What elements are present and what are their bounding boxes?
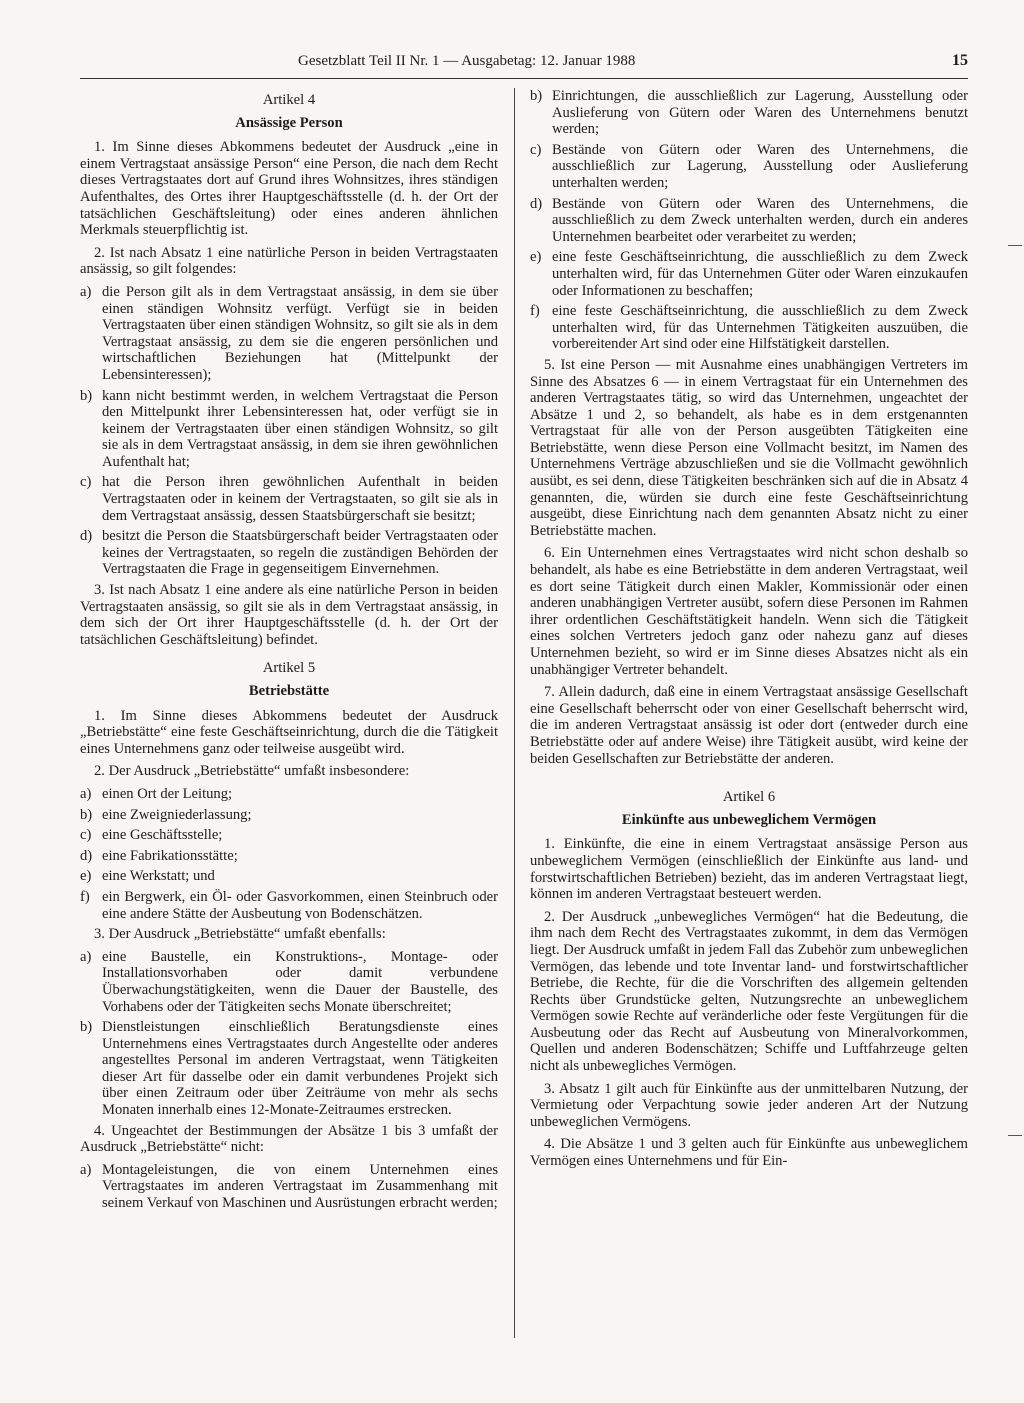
item-label: b): [80, 387, 93, 404]
left-column: [80, 88, 498, 1216]
list-item: [80, 1162, 498, 1212]
article-4-paragraph-1: 1. Im Sinne dieses Abkommens bedeutet der Ausdruck „eine in einem Vertragstaat ansässige Person“ eine Person, die nach dem Recht dieses Vertragstaates dort auf Grund ihres Wohnsitzes, ihres ständigen Aufenthaltes, des Ortes ihrer Hauptgeschäftsstelle (d. h. der Ort der tatsächlichen Geschäftsleitung) oder eines anderen ähnlichen Merkmals steuerpflichtig ist.: [80, 139, 498, 239]
item-text: Bestände von Gütern oder Waren des Unternehmens, die ausschließlich zur Lagerung, Ausstellung oder Auslieferung unterhalten werden;: [552, 141, 968, 191]
list-item: [530, 303, 968, 353]
article-6-paragraph-1: 1. Einkünfte, die eine in einem Vertragstaat ansässige Person aus unbeweglichem Vermögen (einschließlich der Einkünfte aus land- und forstwirtschaftlichen Betrieben) bezieht, das im anderen Vertragstaat liegt, können im anderen Vertragstaat besteuert werden.: [530, 836, 968, 903]
list-item: [530, 249, 968, 299]
item-text: Einrichtungen, die ausschließlich zur Lagerung, Ausstellung oder Auslieferung von Gütern oder Waren des Unternehmens benutzt werden;: [552, 88, 968, 138]
article-6-heading: Einkünfte aus unbeweglichem Vermögen: [621, 811, 877, 828]
item-label: e): [80, 868, 92, 885]
item-text: Bestände von Gütern oder Waren des Unternehmens, die ausschließlich zu dem Zweck unterhalten werden, durch ein anderes Unternehmen bearbeitet oder verarbeitet zu werden;: [552, 195, 968, 245]
item-text: besitzt die Person die Staatsbürgerschaft beider Vertragstaaten oder keines der Vertragstaaten, so regeln die zuständigen Behörden der Vertragstaaten die Frage in gegenseitigem Einvernehmen.: [102, 528, 498, 578]
article-5-list-4: [80, 1162, 498, 1212]
item-text: eine Geschäftsstelle;: [102, 827, 223, 844]
item-label: b): [530, 88, 543, 104]
article-6-paragraph-4: 4. Die Absätze 1 und 3 gelten auch für Einkünfte aus unbeweglichem Vermögen eines Unternehmens und für Ein-: [530, 1136, 968, 1170]
article-5-paragraph-6: 6. Ein Unternehmen eines Vertragstaates wird nicht schon deshalb so behandelt, als habe es eine Betriebstätte in dem anderen Vertragstaat, weil es dort seine Tätigkeit durch einen Makler, Kommissionär oder einen anderen unabhängigen Vertreter ausübt, sofern diese Personen im Rahmen ihrer ordentlichen Geschäftstätigkeit handeln. Wenn sich die Tätigkeit eines solchen Vertreters jedoch ganz oder nahezu ganz auf dieses Unternehmen bezieht, so wird er im Sinne dieses Absatzes nicht als ein unabhängiger Vertreter behandelt.: [530, 545, 968, 678]
item-text: die Person gilt als in dem Vertragstaat ansässig, in dem sie über einen ständigen Wohnsitz verfügt. Verfügt sie in beiden Vertragstaaten über einen ständigen Wohnsitz, so gilt sie als in dem Vertragstaat ansässig, zu dem sie die engeren persönlichen und wirtschaftlichen Beziehungen hat (Mittelpunkt der Lebensinteressen);: [102, 283, 498, 383]
item-label: a): [80, 1161, 92, 1178]
article-5-heading: Betriebstätte: [248, 683, 330, 699]
list-item: [80, 786, 498, 803]
column-divider: [514, 88, 515, 1338]
item-label: f): [80, 888, 90, 905]
item-label: a): [80, 283, 92, 300]
article-4-list: [80, 284, 498, 578]
item-text: hat die Person ihren gewöhnlichen Aufenthalt in beiden Vertragstaaten oder in keinem der Vertragstaaten, so gilt sie als in dem Vertragstaat ansässig, dessen Staatsbürgerschaft sie besitzt;: [102, 474, 498, 524]
article-5-paragraph-7: 7. Allein dadurch, daß eine in einem Vertragstaat ansässige Gesellschaft eine Gesellschaft beherrscht oder von einer Gesellschaft beherrscht wird, die im anderen Vertragstaat ansässig ist oder dort (entweder durch eine Betriebstätte oder auf andere Weise) ihre Tätigkeit ausübt, wird keine der beiden Gesellschaften zur Betriebstätte der anderen.: [530, 684, 968, 767]
article-5-paragraph-3: 3. Der Ausdruck „Betriebstätte“ umfaßt ebenfalls:: [94, 926, 386, 943]
item-text: eine Baustelle, ein Konstruktions-, Montage- oder Installationsvorhaben oder damit verbundene Überwachungstätigkeiten, wenn die Dauer der Baustelle, des Vorhabens oder der Tätigkeiten sechs Monate überschreitet;: [102, 948, 498, 1015]
list-item: [80, 388, 498, 471]
article-5-list-2: [80, 786, 498, 922]
item-text: eine Fabrikationsstätte;: [102, 847, 238, 864]
right-column: [530, 88, 968, 1176]
item-label: c): [530, 141, 542, 158]
item-text: Montageleistungen, die von einem Unternehmen eines Vertragstaates im anderen Vertragstaat im Zusammenhang mit seinem Verkauf von Maschinen und Ausrüstungen erbracht werden;: [102, 1161, 498, 1212]
page-number: 15: [952, 52, 968, 69]
article-4-paragraph-2: 2. Ist nach Absatz 1 eine natürliche Person in beiden Vertragstaaten ansässig, so gilt folgendes:: [80, 244, 498, 278]
item-label: e): [530, 249, 542, 266]
item-label: d): [530, 195, 543, 212]
list-item: [80, 284, 498, 384]
item-text: eine feste Geschäftseinrichtung, die ausschließlich zu dem Zweck unterhalten wird, für das Unternehmen Güter oder Waren einzukaufen oder Informationen zu beschaffen;: [552, 249, 968, 299]
item-text: einen Ort der Leitung;: [102, 785, 233, 802]
list-item: [80, 807, 498, 824]
article-6-title: Artikel 6: [722, 789, 776, 806]
item-text: Dienstleistungen einschließlich Beratungsdienste eines Unternehmens eines Vertragstaates durch Angestellte oder anderes angestelltes Personal im anderen Vertragstaat, wenn Tätigkeiten dieser Art für dasselbe oder ein damit verbundenes Projekt sich über einen Zeitraum oder über Zeiträume von mehr als sechs Monaten innerhalb eines 12-Monate-Zeitraumes erstrecken.: [102, 1019, 498, 1119]
item-text: eine Zweigniederlassung;: [102, 806, 252, 823]
item-label: d): [80, 847, 93, 864]
item-label: a): [80, 785, 92, 802]
item-label: d): [80, 528, 93, 545]
item-label: c): [80, 474, 92, 491]
article-5-title: Artikel 5: [262, 660, 316, 677]
article-5-paragraph-2: 2. Der Ausdruck „Betriebstätte“ umfaßt insbesondere:: [94, 763, 410, 780]
item-text: eine Werkstatt; und: [102, 868, 215, 885]
list-item: [80, 848, 498, 865]
item-text: eine feste Geschäftseinrichtung, die ausschließlich zu dem Zweck unterhalten wird, für das Unternehmen Tätigkeiten auszuüben, die vorbereitender Art sind oder eine Hilfstätigkeit darstellen.: [552, 303, 968, 353]
list-item: [80, 474, 498, 524]
article-5-list-3: [80, 949, 498, 1119]
margin-mark: [1008, 1135, 1022, 1136]
list-item: [80, 949, 498, 1015]
article-4-heading: Ansässige Person: [235, 114, 343, 131]
item-label: b): [80, 1019, 93, 1036]
item-label: b): [80, 806, 93, 823]
article-5-paragraph-1: 1. Im Sinne dieses Abkommens bedeutet der Ausdruck „Betriebstätte“ eine feste Geschäftseinrichtung, durch die die Tätigkeit eines Unternehmens ganz oder teilweise ausgeübt wird.: [80, 707, 498, 757]
list-item: [530, 88, 968, 138]
article-5-paragraph-4: 4. Ungeachtet der Bestimmungen der Absätze 1 bis 3 umfaßt der Ausdruck „Betriebstätte“ nicht:: [80, 1122, 498, 1156]
article-6-paragraph-3: 3. Absatz 1 gilt auch für Einkünfte aus der unmittelbaren Nutzung, der Vermietung oder Verpachtung sowie jeder anderen Art der Nutzung unbeweglichen Vermögens.: [530, 1080, 968, 1130]
item-label: c): [80, 827, 92, 844]
list-item: [80, 827, 498, 844]
item-label: a): [80, 948, 92, 965]
header-rule: [80, 78, 968, 79]
page-header: [298, 50, 968, 72]
list-item: [80, 528, 498, 578]
margin-mark: [1008, 245, 1022, 246]
list-item: [80, 1019, 498, 1119]
running-title: Gesetzblatt Teil II Nr. 1 — Ausgabetag: 12. Januar 1988: [298, 53, 636, 69]
article-5-paragraph-5: 5. Ist eine Person — mit Ausnahme eines unabhängigen Vertreters im Sinne des Absatzes 6 — in einem Vertragstaat für ein Unternehmen des anderen Vertragstaates tätig, so wird das Unternehmen, ungeachtet der Absätze 1 und 2, so behandelt, als habe es in dem erstgenannten Vertragstaat für alle von der Person ausgeübten Tätigkeiten eine Betriebstätte, wenn diese Person eine Vollmacht besitzt, im Namen des Unternehmens Verträge abzuschließen und sie die Vollmacht gewöhnlich ausübt, es sei denn, diese Tätigkeiten beschränken sich auf die in Absatz 4 genannten, die, würden sie durch eine feste Geschäftseinrichtung ausgeübt, diese Einrichtung nach dem genannten Absatz nicht zu einer Betriebstätte machen.: [530, 356, 968, 539]
list-item: [80, 889, 498, 922]
article-5-list-4-continued: [530, 88, 968, 353]
article-6-paragraph-2: 2. Der Ausdruck „unbewegliches Vermögen“ hat die Bedeutung, die ihm nach dem Recht des Vertragstaates zukommt, in dem das Vermögen liegt. Der Ausdruck umfaßt in jedem Fall das Zubehör zum unbeweglichen Vermögen, das lebende und tote Inventar land- und forstwirtschaftlicher Betriebe, die Rechte, für die die Vorschriften des allgemein geltenden Rechts über Grundstücke gelten, Nutzungsrechte an unbeweglichem Vermögen sowie Rechte auf veränderliche oder feste Vergütungen für die Ausbeutung oder das Recht auf Ausbeutung von Mineralvorkommen, Quellen und anderen Bodenschätzen; Schiffe und Luftfahrzeuge gelten nicht als unbewegliches Vermögen.: [530, 908, 968, 1075]
list-item: [80, 868, 498, 885]
item-text: kann nicht bestimmt werden, in welchem Vertragstaat die Person den Mittelpunkt ihrer Lebensinteressen hat, oder verfügt sie in keinem der Vertragstaaten über einen ständigen Wohnsitz, so gilt sie als in dem Vertragstaat ansässig, in dem sie ihren gewöhnlichen Aufenthalt hat;: [102, 387, 498, 470]
item-text: ein Bergwerk, ein Öl- oder Gasvorkommen, einen Steinbruch oder eine andere Stätte der Ausbeutung von Bodenschätzen.: [102, 888, 498, 922]
article-4-paragraph-3: 3. Ist nach Absatz 1 eine andere als eine natürliche Person in beiden Vertragstaaten ansässig, so gilt sie als in dem Vertragstaat ansässig, in dem sich der Ort ihrer Hauptgeschäftsstelle (d. h. der Ort der tatsächlichen Geschäftsleitung) befindet.: [80, 582, 498, 648]
list-item: [530, 196, 968, 246]
item-label: f): [530, 303, 540, 320]
article-4-title: Artikel 4: [262, 92, 316, 108]
list-item: [530, 142, 968, 192]
